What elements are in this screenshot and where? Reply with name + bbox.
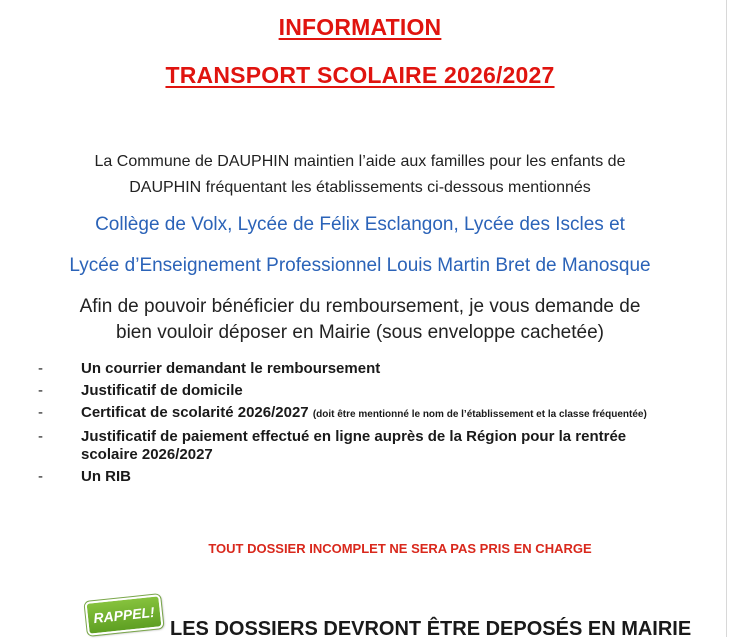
rappel-badge: RAPPEL! (84, 594, 163, 636)
list-bullet: - (38, 360, 43, 377)
document-label: Certificat de scolarité 2026/2027 (81, 404, 309, 421)
document-note: (doit être mentionné le nom de l’établissement et la classe fréquentée) (312, 409, 647, 420)
list-bullet: - (38, 428, 43, 445)
list-bullet: - (38, 468, 43, 485)
list-item (38, 382, 678, 400)
required-documents-list (38, 360, 678, 490)
list-bullet: - (38, 404, 43, 421)
page-subtitle: TRANSPORT SCOLAIRE 2026/2027 (165, 62, 555, 88)
document-label: Justificatif de paiement effectué en ligne auprès de la Région pour la rentrée scolaire 2026/2027 (81, 428, 627, 463)
list-item (38, 360, 678, 378)
incomplete-warning: TOUT DOSSIER INCOMPLET NE SERA PAS PRIS EN CHARGE (208, 541, 592, 556)
document-label: Justificatif de domicile (81, 382, 243, 399)
list-item (38, 428, 678, 464)
request-line-2: bien vouloir déposer en Mairie (sous enveloppe cachetée) (116, 322, 604, 343)
page-title: INFORMATION (278, 14, 442, 40)
document-label: Un RIB (81, 468, 131, 485)
intro-line-1: La Commune de DAUPHIN maintien l’aide aux familles pour les enfants de (94, 153, 626, 170)
reminder-text: LES DOSSIERS DEVRONT ÊTRE DEPOSÉS EN MAIRIE (170, 618, 692, 640)
intro-line-2: DAUPHIN fréquentant les établissements ci-dessous mentionnés (129, 179, 591, 196)
list-item (38, 468, 678, 486)
list-bullet: - (38, 382, 43, 399)
scan-edge-divider (726, 0, 727, 637)
request-line-1: Afin de pouvoir bénéficier du remboursement, je vous demande de (79, 296, 641, 317)
schools-line-1: Collège de Volx, Lycée de Félix Esclangon, Lycée des Iscles et (95, 214, 625, 235)
schools-line-2: Lycée d’Enseignement Professionnel Louis Martin Bret de Manosque (69, 255, 651, 276)
document-label: Un courrier demandant le remboursement (81, 360, 381, 377)
list-item (38, 404, 678, 424)
